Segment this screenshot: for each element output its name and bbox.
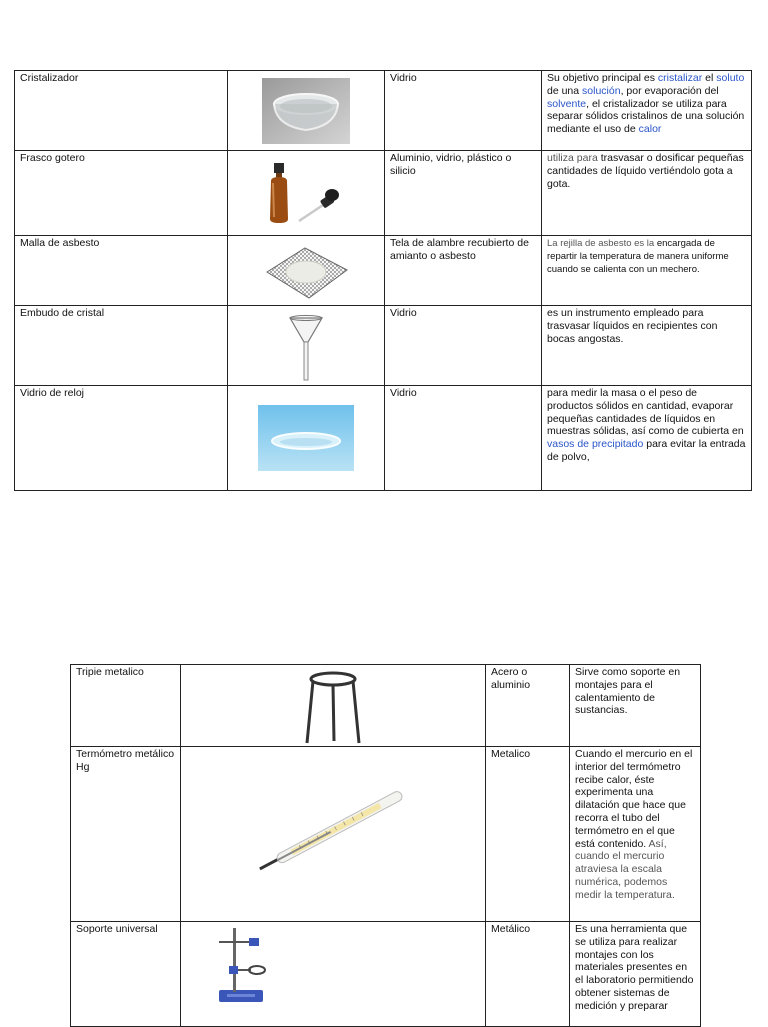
description-text: utiliza para bbox=[547, 152, 598, 164]
description bbox=[542, 151, 752, 236]
thermometer-icon bbox=[248, 784, 418, 884]
description bbox=[542, 236, 752, 306]
image-cell bbox=[228, 386, 385, 491]
table-row bbox=[71, 747, 701, 922]
image-cell bbox=[228, 71, 385, 151]
description-text: La rejilla de asbesto es la bbox=[547, 238, 657, 249]
materials-table-1 bbox=[14, 70, 752, 491]
description bbox=[542, 306, 752, 386]
description-text: Así, cuando el mercurio atraviesa la escala numérica, podemos medir la temperatura. bbox=[575, 837, 675, 901]
table-row bbox=[15, 151, 752, 236]
material-type: Metálico bbox=[486, 922, 570, 1027]
material-name: Embudo de cristal bbox=[15, 306, 228, 386]
material-type: Vidrio bbox=[385, 306, 542, 386]
description-text: trasvasar o dosificar pequeñas cantidades de líquido vertiéndolo gota a gota. bbox=[547, 152, 744, 190]
table-row bbox=[15, 71, 752, 151]
description-link[interactable]: calor bbox=[638, 123, 662, 136]
description-text: el bbox=[702, 72, 717, 84]
image-cell bbox=[181, 747, 486, 922]
description bbox=[570, 747, 701, 922]
watch-glass-icon bbox=[258, 405, 354, 471]
description-text: , el cristalizador se utiliza para separar sólidos cristalinos de una solución mediante el uso de bbox=[547, 97, 745, 136]
description-link[interactable]: vasos de precipitado bbox=[547, 438, 644, 451]
description-text: para medir la masa o el peso de productos sólidos en cantidad, evaporar pequeñas cantidades de líquidos en muestras sólidas, así como de cubierta en bbox=[547, 387, 744, 438]
material-type: Metalico bbox=[486, 747, 570, 922]
material-type: Acero o aluminio bbox=[486, 665, 570, 747]
material-type: Tela de alambre recubierto de amianto o asbesto bbox=[385, 236, 542, 306]
image-cell bbox=[228, 306, 385, 386]
image-cell bbox=[228, 151, 385, 236]
lab-stand-icon bbox=[211, 924, 301, 1006]
description-text: Sirve como soporte en montajes para el calentamiento de sustancias. bbox=[575, 666, 681, 717]
description-text: encargada de repartir la temperatura de manera uniforme cuando se calienta con un mechero. bbox=[547, 238, 729, 275]
material-type: Vidrio bbox=[385, 386, 542, 491]
material-type: Aluminio, vidrio, plástico o silicio bbox=[385, 151, 542, 236]
tripod-icon bbox=[303, 667, 363, 745]
description-text: Cuando el mercurio en el interior del termómetro recibe calor, éste experimenta una dilatación que hace que recorra el tubo del termómetro en el que está contenido. bbox=[575, 748, 693, 850]
material-name: Frasco gotero bbox=[15, 151, 228, 236]
dropper-bottle-icon bbox=[261, 157, 351, 229]
table-row bbox=[15, 386, 752, 491]
description-text: Su objetivo principal es bbox=[547, 72, 658, 84]
material-name: Malla de asbesto bbox=[15, 236, 228, 306]
glass-funnel-icon bbox=[286, 310, 326, 382]
description-text: para evitar la entrada de polvo, bbox=[547, 438, 746, 463]
image-cell bbox=[228, 236, 385, 306]
description bbox=[542, 71, 752, 151]
description-link[interactable]: cristalizar bbox=[657, 72, 703, 84]
description bbox=[570, 922, 701, 1027]
material-name: Soporte universal bbox=[71, 922, 181, 1027]
table-row bbox=[15, 306, 752, 386]
wire-gauze-icon bbox=[263, 240, 349, 302]
materials-table-2 bbox=[70, 664, 701, 1027]
crystallizer-dish-icon bbox=[262, 78, 350, 144]
table-row bbox=[71, 922, 701, 1027]
material-type: Vidrio bbox=[385, 71, 542, 151]
material-name: Tripie metalico bbox=[71, 665, 181, 747]
description bbox=[542, 386, 752, 491]
table-row bbox=[15, 236, 752, 306]
material-name: Cristalizador bbox=[15, 71, 228, 151]
image-cell bbox=[181, 922, 486, 1027]
description-text: Es una herramienta que se utiliza para realizar montajes con los materiales presentes en el laboratorio permitiendo obtener sistemas de medición y preparar bbox=[575, 923, 694, 1012]
description-text: es un instrumento empleado para trasvasar líquidos en recipientes con bocas angostas. bbox=[547, 307, 718, 345]
description-link[interactable]: soluto bbox=[716, 72, 745, 84]
description-link[interactable]: solución bbox=[582, 84, 621, 97]
description bbox=[570, 665, 701, 747]
description-text: de una bbox=[547, 84, 583, 97]
description-text: , por evaporación del bbox=[620, 84, 719, 97]
material-name: Vidrio de reloj bbox=[15, 386, 228, 491]
material-name: Termómetro metálico Hg bbox=[71, 747, 181, 922]
table-row bbox=[71, 665, 701, 747]
image-cell bbox=[181, 665, 486, 747]
description-link[interactable]: solvente bbox=[547, 97, 587, 110]
